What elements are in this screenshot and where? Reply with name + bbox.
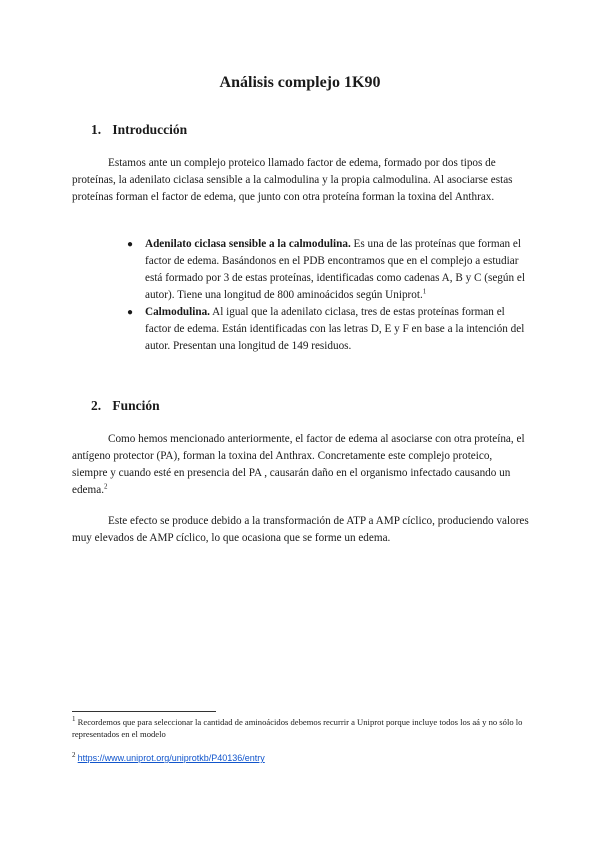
section-number: 1. [91, 122, 102, 137]
intro-paragraph [72, 155, 530, 206]
footnote-text: Recordemos que para seleccionar la cantidad de aminoácidos debemos recurrir a Uniprot porque incluye todos los aá y no sólo lo representados en el modelo [72, 717, 523, 739]
intro-paragraph-text: Estamos ante un complejo proteico llamado factor de edema, formado por dos tipos de proteínas, la adenilato ciclasa sensible a la calmodulina y la propia calmodulina. Al asociarse estas proteínas forman el factor de edema, que junto con otra proteína forman la toxina del Anthrax. [72, 157, 513, 203]
intro-bullet-list [127, 236, 527, 355]
bullet-icon: ● [127, 307, 134, 318]
section-number: 2. [91, 398, 102, 413]
bullet-icon: ● [127, 239, 134, 250]
bullet-bold-term: Calmodulina. [145, 306, 210, 318]
list-item [127, 304, 527, 355]
funcion-paragraph-2-text: Este efecto se produce debido a la transformación de ATP a AMP cíclico, produciendo valores muy elevados de AMP cíclico, lo que ocasiona que se forme un edema. [72, 515, 529, 544]
footnote-separator [72, 711, 216, 712]
funcion-paragraph-1 [72, 431, 530, 499]
bullet-text: Es una de las proteínas que forman el factor de edema. Basándonos en el PDB encontramos que en el complejo a estudiar está formado por 3 de estas proteínas, identificadas como cadenas A, B y C (según el autor). Tiene una longitud de 800 aminoácidos según Uniprot. [145, 238, 525, 301]
footnote-mark: 2 [72, 751, 76, 760]
bullet-text: Al igual que la adenilato ciclasa, tres de estas proteínas forman el factor de edema. Están identificadas con las letras D, E y F en base a la intención del autor. Presentan una longitud de 149 residuos. [145, 306, 525, 352]
funcion-paragraph-1-text: Como hemos mencionado anteriormente, el factor de edema al asociarse con otra proteína, el antígeno protector (PA), forman la toxina del Anthrax. Concretamente este complejo proteico, siempre y cuando esté en presencia del PA , causarán daño en el organismo infectado causando un edema. [72, 433, 525, 496]
section-heading-introduccion [91, 122, 187, 138]
footnote-1 [72, 716, 530, 740]
section-heading-funcion [91, 398, 160, 414]
uniprot-link[interactable]: https://www.uniprot.org/uniprotkb/P40136/entry [77, 753, 265, 763]
funcion-paragraph-2 [72, 513, 530, 547]
footnote-ref[interactable]: 2 [104, 482, 108, 491]
section-title: Función [112, 398, 160, 413]
section-title: Introducción [112, 122, 188, 137]
bullet-bold-term: Adenilato ciclasa sensible a la calmodulina. [145, 238, 351, 250]
footnote-mark: 1 [72, 715, 76, 724]
footnote-ref[interactable]: 1 [422, 287, 427, 296]
footnote-2 [72, 752, 530, 764]
document-title: Análisis complejo 1K90 [219, 74, 381, 91]
list-item [127, 236, 527, 304]
